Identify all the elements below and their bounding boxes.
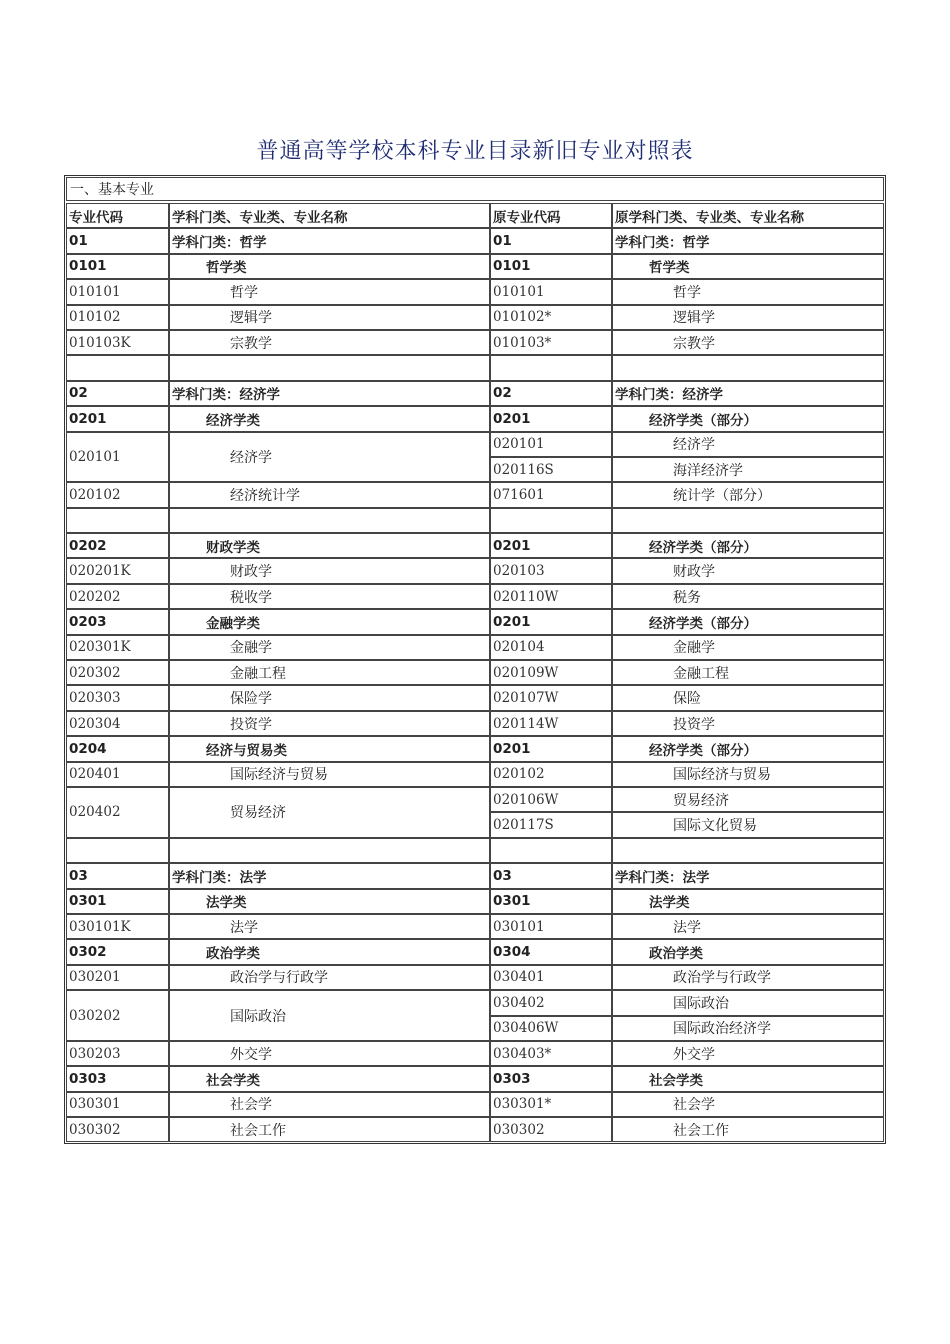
major-code: 030202 xyxy=(66,990,169,1041)
category-row xyxy=(66,736,884,761)
major-code: 030201 xyxy=(66,965,169,990)
major-code: 020202 xyxy=(66,584,169,609)
table-header-row xyxy=(66,203,884,228)
old-major-name: 财政学 xyxy=(612,558,884,583)
table-row xyxy=(66,762,884,787)
major-code: 01 xyxy=(66,228,169,253)
section-heading: 一、基本专业 xyxy=(66,177,884,201)
major-code: 030301 xyxy=(66,1092,169,1117)
old-major-name: 贸易经济 xyxy=(612,787,884,812)
old-major-code: 030301* xyxy=(490,1092,612,1117)
table-row xyxy=(66,685,884,710)
major-name: 保险学 xyxy=(169,685,490,710)
old-major-name: 海洋经济学 xyxy=(612,457,884,482)
page-title: 普通高等学校本科专业目录新旧专业对照表 xyxy=(256,139,694,164)
old-major-code: 020103 xyxy=(490,558,612,583)
header-old-code: 原专业代码 xyxy=(490,203,612,228)
major-code: 0202 xyxy=(66,533,169,558)
table-row xyxy=(66,660,884,685)
old-major-code: 0201 xyxy=(490,406,612,431)
old-major-code: 020104 xyxy=(490,635,612,660)
major-name: 金融学类 xyxy=(169,609,490,634)
major-name: 社会工作 xyxy=(169,1117,490,1142)
major-code: 010103K xyxy=(66,330,169,355)
old-major-name: 经济学类（部分） xyxy=(612,533,884,558)
old-major-code: 020114W xyxy=(490,711,612,736)
major-code: 020101 xyxy=(66,432,169,483)
major-name: 财政学 xyxy=(169,558,490,583)
major-name: 经济学类 xyxy=(169,406,490,431)
old-major-code: 0101 xyxy=(490,254,612,279)
old-major-code: 020101 xyxy=(490,432,612,457)
old-major-code: 020110W xyxy=(490,584,612,609)
major-code: 020102 xyxy=(66,482,169,507)
old-major-name: 哲学 xyxy=(612,279,884,304)
table-row xyxy=(66,990,884,1015)
major-name: 金融工程 xyxy=(169,660,490,685)
table-body xyxy=(66,228,884,1142)
old-major-name: 金融工程 xyxy=(612,660,884,685)
major-code: 010102 xyxy=(66,305,169,330)
discipline-row xyxy=(66,863,884,888)
major-name: 税收学 xyxy=(169,584,490,609)
major-name: 国际政治 xyxy=(169,990,490,1041)
empty-cell xyxy=(490,355,612,380)
category-row xyxy=(66,406,884,431)
old-major-name: 投资学 xyxy=(612,711,884,736)
old-major-name: 学科门类：经济学 xyxy=(612,381,884,406)
major-name: 哲学 xyxy=(169,279,490,304)
major-name: 逻辑学 xyxy=(169,305,490,330)
old-major-code: 030401 xyxy=(490,965,612,990)
empty-cell xyxy=(490,838,612,863)
major-code: 02 xyxy=(66,381,169,406)
table-row xyxy=(66,584,884,609)
old-major-code: 0201 xyxy=(490,736,612,761)
old-major-code: 0301 xyxy=(490,889,612,914)
discipline-row xyxy=(66,381,884,406)
major-name: 经济统计学 xyxy=(169,482,490,507)
old-major-name: 保险 xyxy=(612,685,884,710)
major-name: 学科门类：经济学 xyxy=(169,381,490,406)
table-row xyxy=(66,711,884,736)
major-name: 贸易经济 xyxy=(169,787,490,838)
old-major-code: 0303 xyxy=(490,1066,612,1091)
old-major-code: 020107W xyxy=(490,685,612,710)
old-major-name: 外交学 xyxy=(612,1041,884,1066)
old-major-code: 030302 xyxy=(490,1117,612,1142)
old-major-code: 020109W xyxy=(490,660,612,685)
empty-cell xyxy=(169,355,490,380)
table-row xyxy=(66,914,884,939)
major-code: 0303 xyxy=(66,1066,169,1091)
category-row xyxy=(66,609,884,634)
table-row xyxy=(66,305,884,330)
old-major-name: 学科门类：法学 xyxy=(612,863,884,888)
table-row xyxy=(66,482,884,507)
major-code: 0301 xyxy=(66,889,169,914)
major-name: 宗教学 xyxy=(169,330,490,355)
old-major-code: 03 xyxy=(490,863,612,888)
old-major-name: 经济学类（部分） xyxy=(612,406,884,431)
major-name: 法学类 xyxy=(169,889,490,914)
major-code: 020303 xyxy=(66,685,169,710)
header-code: 专业代码 xyxy=(66,203,169,228)
major-name: 经济与贸易类 xyxy=(169,736,490,761)
major-code: 0101 xyxy=(66,254,169,279)
major-name: 经济学 xyxy=(169,432,490,483)
category-row xyxy=(66,889,884,914)
major-code: 0203 xyxy=(66,609,169,634)
major-code: 030203 xyxy=(66,1041,169,1066)
empty-cell xyxy=(66,508,169,533)
discipline-row xyxy=(66,228,884,253)
old-major-code: 020102 xyxy=(490,762,612,787)
old-major-name: 国际政治经济学 xyxy=(612,1016,884,1041)
major-code: 030101K xyxy=(66,914,169,939)
major-code: 030302 xyxy=(66,1117,169,1142)
old-major-code: 020116S xyxy=(490,457,612,482)
major-code: 020301K xyxy=(66,635,169,660)
major-name: 投资学 xyxy=(169,711,490,736)
old-major-code: 010103* xyxy=(490,330,612,355)
category-row xyxy=(66,254,884,279)
major-name: 社会学 xyxy=(169,1092,490,1117)
old-major-code: 030403* xyxy=(490,1041,612,1066)
empty-cell xyxy=(66,355,169,380)
table-row xyxy=(66,558,884,583)
empty-cell xyxy=(612,838,884,863)
major-name: 财政学类 xyxy=(169,533,490,558)
table-row xyxy=(66,787,884,812)
old-major-code: 0201 xyxy=(490,533,612,558)
table-row xyxy=(66,432,884,457)
major-code: 010101 xyxy=(66,279,169,304)
old-major-name: 宗教学 xyxy=(612,330,884,355)
empty-cell xyxy=(612,508,884,533)
major-code: 0204 xyxy=(66,736,169,761)
table-row xyxy=(66,635,884,660)
major-code: 03 xyxy=(66,863,169,888)
table-row xyxy=(66,330,884,355)
empty-cell xyxy=(169,508,490,533)
old-major-name: 政治学类 xyxy=(612,939,884,964)
old-major-name: 社会学类 xyxy=(612,1066,884,1091)
old-major-code: 010101 xyxy=(490,279,612,304)
blank-row xyxy=(66,355,884,380)
major-code: 0201 xyxy=(66,406,169,431)
major-name: 法学 xyxy=(169,914,490,939)
old-major-name: 学科门类：哲学 xyxy=(612,228,884,253)
table-row xyxy=(66,279,884,304)
major-name: 政治学类 xyxy=(169,939,490,964)
old-major-name: 统计学（部分） xyxy=(612,482,884,507)
old-major-name: 政治学与行政学 xyxy=(612,965,884,990)
major-code: 020302 xyxy=(66,660,169,685)
major-name: 金融学 xyxy=(169,635,490,660)
category-row xyxy=(66,533,884,558)
major-name: 学科门类：法学 xyxy=(169,863,490,888)
old-major-name: 国际经济与贸易 xyxy=(612,762,884,787)
old-major-code: 02 xyxy=(490,381,612,406)
old-major-name: 法学 xyxy=(612,914,884,939)
old-major-code: 010102* xyxy=(490,305,612,330)
empty-cell xyxy=(169,838,490,863)
old-major-code: 020106W xyxy=(490,787,612,812)
old-major-name: 经济学 xyxy=(612,432,884,457)
major-code: 020401 xyxy=(66,762,169,787)
old-major-code: 0201 xyxy=(490,609,612,634)
major-name: 社会学类 xyxy=(169,1066,490,1091)
comparison-table-frame xyxy=(64,175,886,1144)
table-row xyxy=(66,965,884,990)
old-major-name: 社会学 xyxy=(612,1092,884,1117)
comparison-table xyxy=(66,203,884,1142)
category-row xyxy=(66,1066,884,1091)
old-major-code: 071601 xyxy=(490,482,612,507)
old-major-name: 税务 xyxy=(612,584,884,609)
old-major-name: 哲学类 xyxy=(612,254,884,279)
header-name: 学科门类、专业类、专业名称 xyxy=(169,203,490,228)
major-name: 政治学与行政学 xyxy=(169,965,490,990)
table-row xyxy=(66,1041,884,1066)
old-major-name: 法学类 xyxy=(612,889,884,914)
category-row xyxy=(66,939,884,964)
major-code: 0302 xyxy=(66,939,169,964)
old-major-code: 030402 xyxy=(490,990,612,1015)
major-name: 哲学类 xyxy=(169,254,490,279)
old-major-code: 01 xyxy=(490,228,612,253)
old-major-code: 0304 xyxy=(490,939,612,964)
major-name: 外交学 xyxy=(169,1041,490,1066)
header-old-name: 原学科门类、专业类、专业名称 xyxy=(612,203,884,228)
old-major-code: 020117S xyxy=(490,812,612,837)
old-major-name: 社会工作 xyxy=(612,1117,884,1142)
empty-cell xyxy=(490,508,612,533)
blank-row xyxy=(66,508,884,533)
major-code: 020402 xyxy=(66,787,169,838)
empty-cell xyxy=(66,838,169,863)
old-major-name: 逻辑学 xyxy=(612,305,884,330)
old-major-name: 经济学类（部分） xyxy=(612,736,884,761)
empty-cell xyxy=(612,355,884,380)
table-row xyxy=(66,1117,884,1142)
major-name: 国际经济与贸易 xyxy=(169,762,490,787)
old-major-name: 金融学 xyxy=(612,635,884,660)
old-major-name: 国际政治 xyxy=(612,990,884,1015)
old-major-name: 经济学类（部分） xyxy=(612,609,884,634)
old-major-code: 030101 xyxy=(490,914,612,939)
major-code: 020201K xyxy=(66,558,169,583)
major-code: 020304 xyxy=(66,711,169,736)
blank-row xyxy=(66,838,884,863)
table-row xyxy=(66,1092,884,1117)
old-major-name: 国际文化贸易 xyxy=(612,812,884,837)
old-major-code: 030406W xyxy=(490,1016,612,1041)
major-name: 学科门类：哲学 xyxy=(169,228,490,253)
